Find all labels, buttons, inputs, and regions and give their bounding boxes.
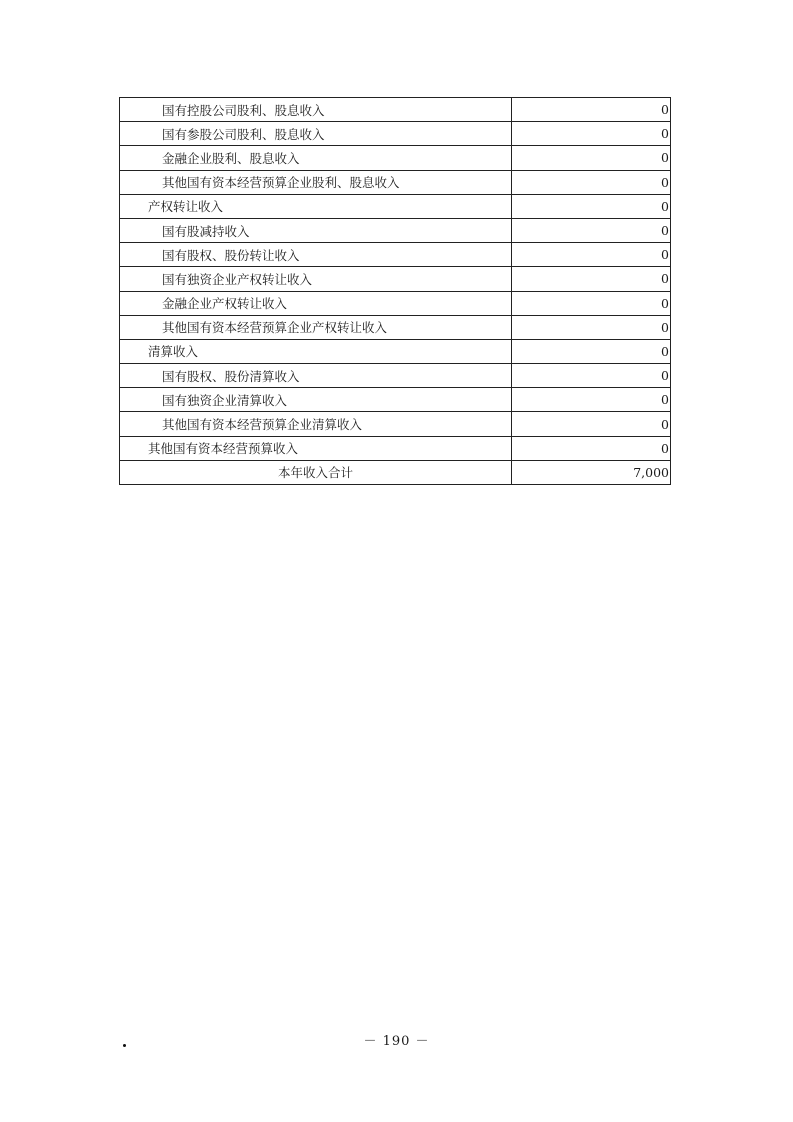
- item-label: 金融企业产权转让收入: [120, 291, 512, 315]
- total-row: [120, 460, 671, 484]
- item-label: 其他国有资本经营预算企业股利、股息收入: [120, 170, 512, 194]
- item-label: 国有股减持收入: [120, 218, 512, 242]
- item-amount: 0: [512, 339, 671, 363]
- table-row: [120, 267, 671, 291]
- table-row: [120, 339, 671, 363]
- item-amount: 0: [512, 218, 671, 242]
- item-amount: 0: [512, 388, 671, 412]
- table-row: [120, 122, 671, 146]
- item-amount: 0: [512, 436, 671, 460]
- item-amount: 0: [512, 267, 671, 291]
- table-row: [120, 170, 671, 194]
- table-row: [120, 364, 671, 388]
- item-amount: 0: [512, 170, 671, 194]
- table-row: [120, 243, 671, 267]
- item-amount: 0: [512, 146, 671, 170]
- table-row: [120, 98, 671, 122]
- page-number: － 190 －: [363, 1034, 430, 1049]
- item-label: 清算收入: [120, 339, 512, 363]
- table-row: [120, 291, 671, 315]
- item-amount: 0: [512, 98, 671, 122]
- table-row: [120, 194, 671, 218]
- item-amount: 0: [512, 364, 671, 388]
- table-row: [120, 218, 671, 242]
- total-label: 本年收入合计: [120, 460, 512, 484]
- item-label: 国有控股公司股利、股息收入: [120, 98, 512, 122]
- table-row: [120, 146, 671, 170]
- table-row: [120, 388, 671, 412]
- item-label: 金融企业股利、股息收入: [120, 146, 512, 170]
- table-row: [120, 412, 671, 436]
- item-label: 其他国有资本经营预算收入: [120, 436, 512, 460]
- income-table: [119, 97, 671, 485]
- table-row: [120, 436, 671, 460]
- item-label: 国有股权、股份清算收入: [120, 364, 512, 388]
- item-amount: 0: [512, 315, 671, 339]
- item-amount: 0: [512, 291, 671, 315]
- item-label: 国有参股公司股利、股息收入: [120, 122, 512, 146]
- total-amount: 7,000: [512, 460, 671, 484]
- item-label: 其他国有资本经营预算企业清算收入: [120, 412, 512, 436]
- item-amount: 0: [512, 243, 671, 267]
- item-amount: 0: [512, 194, 671, 218]
- item-label: 国有独资企业清算收入: [120, 388, 512, 412]
- item-label: 其他国有资本经营预算企业产权转让收入: [120, 315, 512, 339]
- item-amount: 0: [512, 122, 671, 146]
- item-label: 产权转让收入: [120, 194, 512, 218]
- page-dot-mark: [123, 1044, 126, 1047]
- item-amount: 0: [512, 412, 671, 436]
- item-label: 国有独资企业产权转让收入: [120, 267, 512, 291]
- item-label: 国有股权、股份转让收入: [120, 243, 512, 267]
- table-row: [120, 315, 671, 339]
